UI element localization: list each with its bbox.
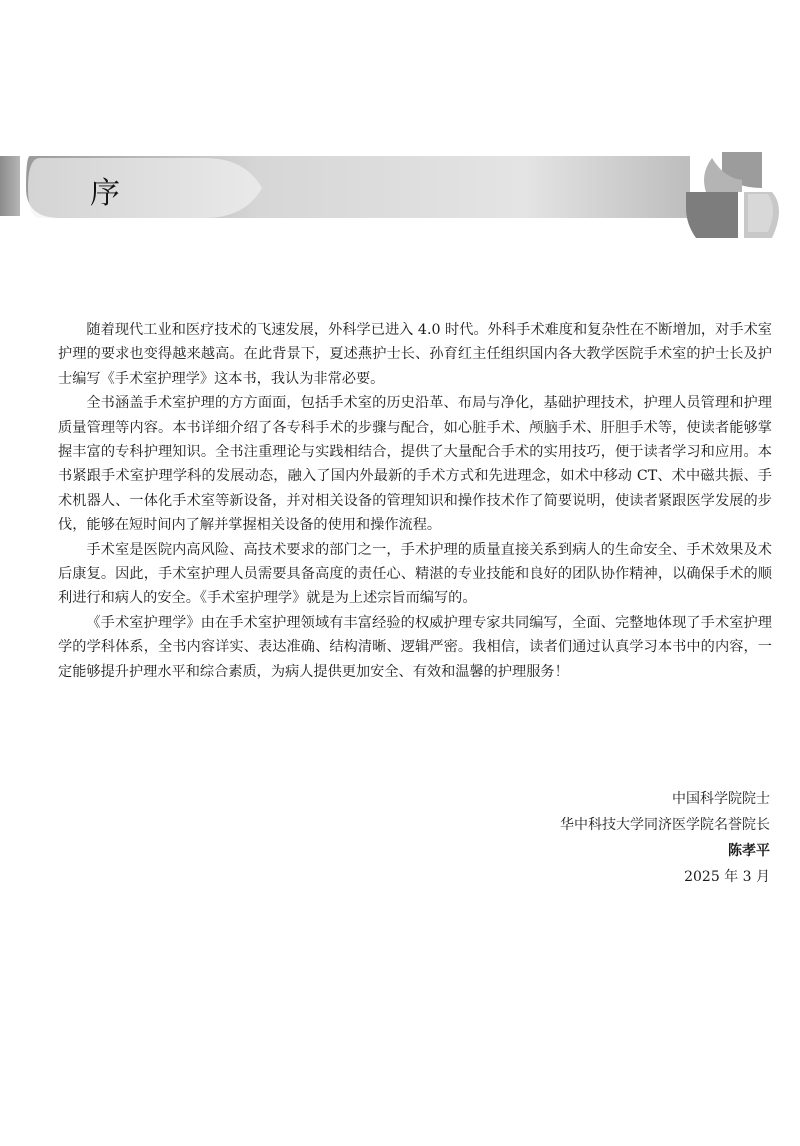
- preface-body: [58, 318, 772, 684]
- page-title: 序: [90, 176, 122, 211]
- paragraph: 《手术室护理学》由在手术室护理领域有丰富经验的权威护理专家共同编写，全面、完整地体现了手术室护理学的学科体系，全书内容详实、表达准确、结构清晰、逻辑严密。我相信，读者们通过认真学习本书中的内容，一定能够提升护理水平和综合素质，为病人提供更加安全、有效和温馨的护理服务！: [58, 614, 772, 680]
- author-title-dean: 华中科技大学同济医学院名誉院长: [560, 817, 770, 833]
- signature-block: [560, 786, 770, 890]
- author-title-academician: 中国科学院院士: [672, 791, 770, 807]
- author-name: 陈孝平: [728, 843, 770, 859]
- paragraph: 随着现代工业和医疗技术的飞速发展，外科学已进入 4.0 时代。外科手术难度和复杂性在不断增加，对手术室护理的要求也变得越来越高。在此背景下，夏述燕护士长、孙育红主任组织国内各大教学医院手术室的护士长及护士编写《手术室护理学》这本书，我认为非常必要。: [58, 322, 772, 387]
- paragraph: 全书涵盖手术室护理的方方面面，包括手术室的历史沿革、布局与净化，基础护理技术，护理人员管理和护理质量管理等内容。本书详细介绍了各专科手术的步骤与配合，如心脏手术、颅脑手术、肝胆手术等，使读者能够掌握丰富的专科护理知识。全书注重理论与实践相结合，提供了大量配合手术的实用技巧，便于读者学习和应用。本书紧跟手术室护理学科的发展动态，融入了国内外最新的手术方式和先进理念，如术中移动 CT、术中磁共振、手术机器人、一体化手术室等新设备，并对相关设备的管理知识和操作技术作了简要说明，使读者紧跟医学发展的步伐，能够在短时间内了解并掌握相关设备的使用和操作流程。: [58, 395, 772, 534]
- paragraph: 手术室是医院内高风险、高技术要求的部门之一，手术护理的质量直接关系到病人的生命安全、手术效果及术后康复。因此，手术室护理人员需要具备高度的责任心、精湛的专业技能和良好的团队协作精神，以确保手术的顺利进行和病人的安全。《手术室护理学》就是为上述宗旨而编写的。: [58, 541, 772, 607]
- title-tab: [28, 158, 262, 218]
- header-left-strip: [0, 156, 20, 216]
- signature-date: 2025 年 3 月: [684, 869, 770, 885]
- leaf-logo-icon: [686, 152, 779, 238]
